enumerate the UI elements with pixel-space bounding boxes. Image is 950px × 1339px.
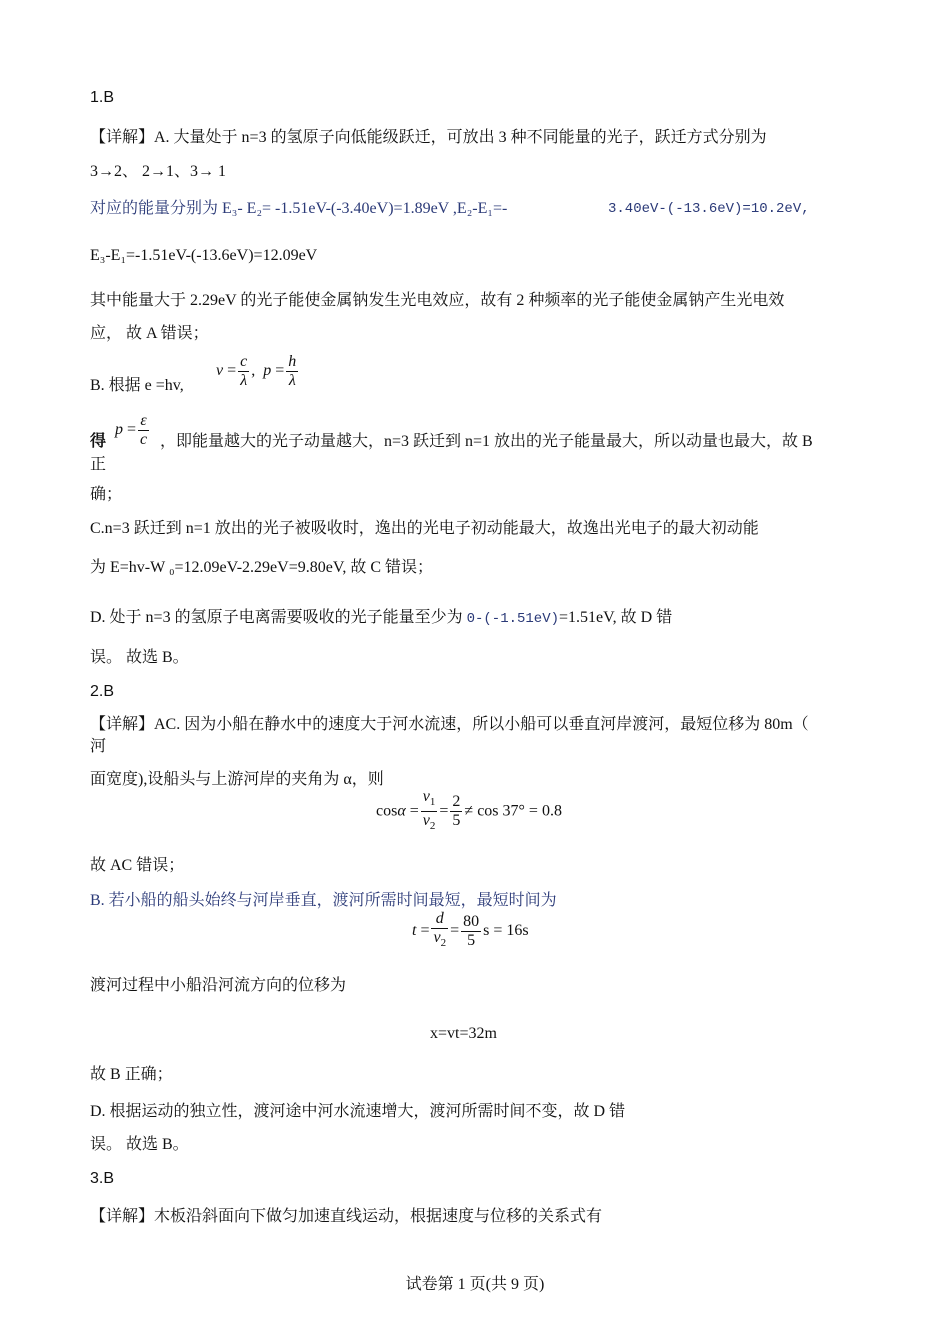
q3-number: 3.B [90,1170,115,1187]
q1-line-7: B. 根据 e =hv, [90,377,184,394]
q1-line-13: 误。 故选 B。 [90,649,189,666]
q2-line-6: 渡河过程中小船沿河流方向的位移为 [90,977,347,994]
q3-line-1: 【详解】木板沿斜面向下做匀加速直线运动，根据速度与位移的关系式有 [90,1208,603,1225]
q1-line-1: 【详解】A. 大量处于 n=3 的氢原子向低能级跃迁，可放出 3 种不同能量的光子，跃迁方式分别为 [90,129,767,146]
formula-t: t = $\frac{d}{v_2}$ = $\frac{80}{5}$ s = 16s [412,910,529,950]
q1-line-3a: 对应的能量分别为 E₃- E₂= -1.51eV-(-3.40eV)=1.89eV ,E₂-E₁=- [90,200,508,217]
q2-line-4: 故 AC 错误； [90,857,185,874]
q1-line-10: C.n=3 跃迁到 n=1 放出的光子被吸收时，逸出的光电子初动能最大，故逸出光电子的最大初动能 [90,520,759,537]
q1-number: 1.B [90,89,115,106]
q1-line-6: 应， 故 A 错误； [90,325,209,342]
q1-line-9: 确； [90,486,123,503]
q1-line-8c: 正 [90,456,107,473]
q1-line-12 [90,608,672,629]
q2-line-10: 误。 故选 B。 [90,1136,189,1153]
q2-line-3: 面宽度),设船头与上游河岸的夹角为 α，则 [90,771,384,788]
q2-line-8: 故 B 正确； [90,1066,173,1083]
q1-line-11: 为 E=hv-W ₀=12.09eV-2.29eV=9.80eV, 故 C 错误； [90,559,434,576]
q1-line-8b: ，即能量越大的光子动量越大，n=3 跃迁到 n=1 放出的光子能量最大，所以动量也最大，故 B [160,433,813,450]
q2-line-1: 【详解】AC. 因为小船在静水中的速度大于河水流速，所以小船可以垂直河岸渡河，最短位移为 80m（ [90,716,809,733]
q1-line-12a: D. 处于 n=3 的氢原子电离需要吸收的光子能量至少为 [90,609,467,626]
formula-nu-p: ν = $\frac{c}{\lambda}$ , p = $\frac{h}{\lambda}$ [216,353,297,389]
q1-line-12c: =1.51eV, 故 D 错 [559,609,673,626]
q2-line-7: x=vt=32m [430,1025,497,1042]
formula-p-epsilon: p = $\frac{\varepsilon}{c}$ [115,412,148,448]
q1-line-8a: 得 [90,433,107,450]
page-footer: 试卷第 1 页(共 9 页) [405,1276,545,1293]
formula-cos-alpha: cosα = $\frac{v_1}{v_2}$ = $\frac{2}{5}$ ≠ cos 37° = 0.8 [376,788,562,833]
q2-number: 2.B [90,683,115,700]
q1-line-12b: 0-(-1.51eV) [466,611,560,627]
q1-line-5: 其中能量大于 2.29eV 的光子能使金属钠发生光电效应，故有 2 种频率的光子能使金属钠产生光电效 [90,292,785,309]
q1-line-4: E₃-E₁=-1.51eV-(-13.6eV)=12.09eV [90,247,318,264]
q1-line-2: 3→2、 2→1、3→ 1 [90,163,227,180]
q2-line-5: B. 若小船的船头始终与河岸垂直，渡河所需时间最短，最短时间为 [90,892,557,909]
q2-line-9: D. 根据运动的独立性，渡河途中河水流速增大，渡河所需时间不变，故 D 错 [90,1103,626,1120]
q2-line-2: 河 [90,738,107,755]
q1-line-3b: 3.40eV-(-13.6eV)=10.2eV, [608,201,810,217]
